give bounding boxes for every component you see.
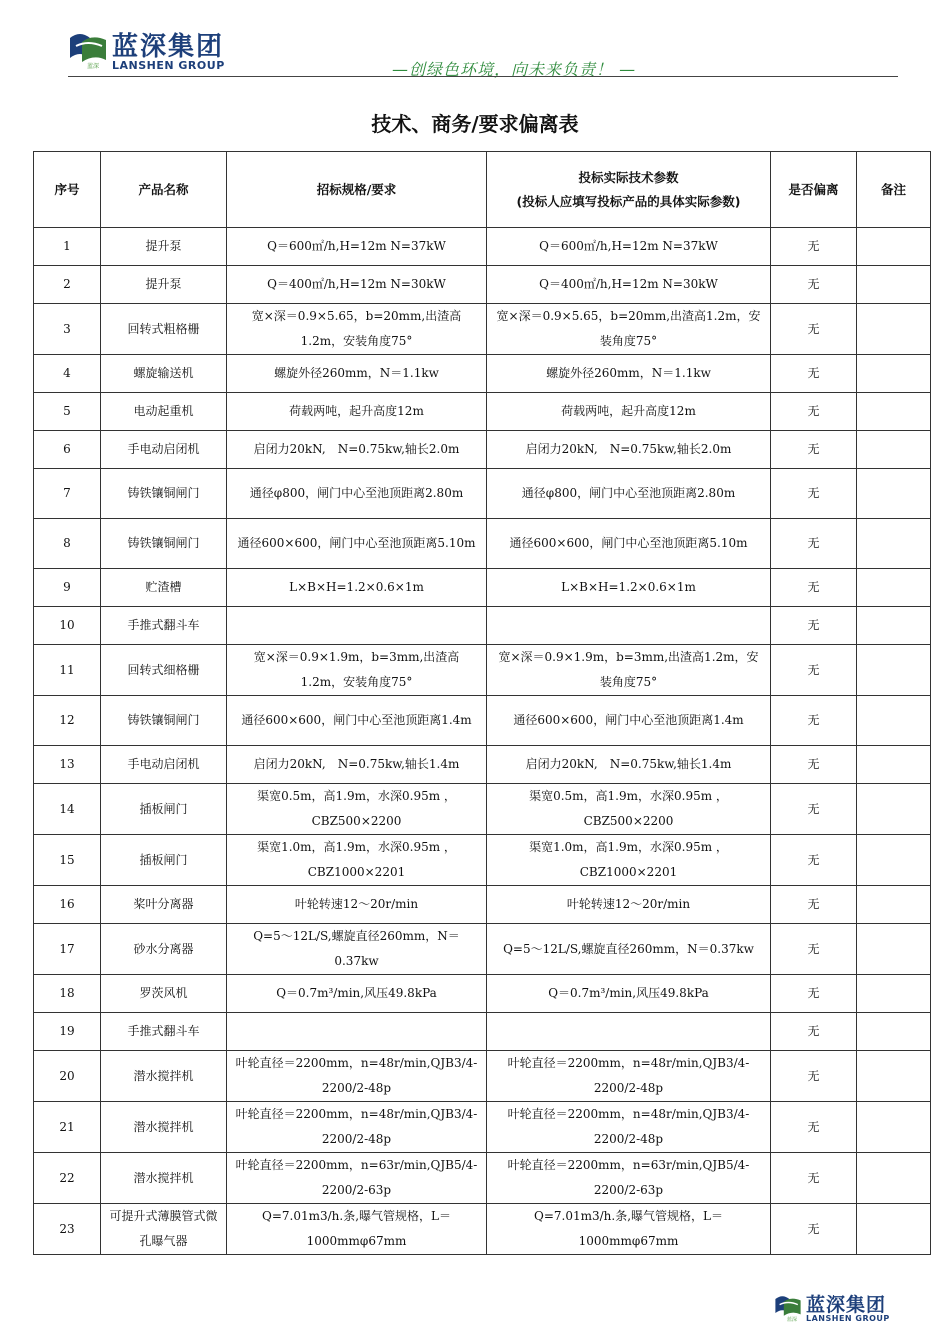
product-name: 铸铁镶铜闸门 <box>101 519 227 569</box>
row-number: 6 <box>34 431 101 469</box>
table-row <box>34 393 931 431</box>
remark <box>857 266 931 304</box>
row-number: 23 <box>34 1204 101 1255</box>
row-number: 7 <box>34 469 101 519</box>
footer-logo-chinese-name: 蓝深集团 <box>806 1294 887 1316</box>
remark <box>857 975 931 1013</box>
table-row <box>34 1102 931 1153</box>
table-row <box>34 975 931 1013</box>
actual-spec <box>487 1013 771 1051</box>
slogan: —创绿色环境，向未来负责！ — <box>392 60 637 79</box>
actual-spec: 宽×深＝0.9×5.65，b=20mm,出渣高1.2m，安装角度75° <box>487 304 771 355</box>
deviation-status: 无 <box>771 431 857 469</box>
row-number: 20 <box>34 1051 101 1102</box>
row-number: 12 <box>34 696 101 746</box>
table-row <box>34 1051 931 1102</box>
deviation-status: 无 <box>771 975 857 1013</box>
actual-spec: 叶轮转速12～20r/min <box>487 886 771 924</box>
tender-spec: 渠宽0.5m，高1.9m，水深0.95m ，CBZ500×2200 <box>227 784 487 835</box>
deviation-table <box>33 151 931 1255</box>
row-number: 10 <box>34 607 101 645</box>
remark <box>857 1102 931 1153</box>
product-name: 提升泵 <box>101 266 227 304</box>
header-actual-line1: 投标实际技术参数 <box>578 169 679 185</box>
logo-chinese-name: 蓝深集团 <box>112 32 225 62</box>
row-number: 13 <box>34 746 101 784</box>
actual-spec: 叶轮直径＝2200mm，n=63r/min,QJB5/4-2200/2-63p <box>487 1153 771 1204</box>
actual-spec: L×B×H=1.2×0.6×1m <box>487 569 771 607</box>
tender-spec: Q=5～12L/S,螺旋直径260mm，N＝0.37kw <box>227 924 487 975</box>
tender-spec: 荷载两吨，起升高度12m <box>227 393 487 431</box>
table-row <box>34 645 931 696</box>
actual-spec: 通径600×600，闸门中心至池顶距离5.10m <box>487 519 771 569</box>
row-number: 5 <box>34 393 101 431</box>
header-deviation: 是否偏离 <box>771 152 857 228</box>
deviation-status: 无 <box>771 746 857 784</box>
header-no: 序号 <box>34 152 101 228</box>
logo-english-name: LANSHEN GROUP <box>112 59 225 72</box>
tender-spec: Q＝400㎡/h,H=12m N=30kW <box>227 266 487 304</box>
deviation-status: 无 <box>771 924 857 975</box>
deviation-status: 无 <box>771 1204 857 1255</box>
remark <box>857 355 931 393</box>
table-row <box>34 696 931 746</box>
table-row <box>34 607 931 645</box>
product-name: 罗茨风机 <box>101 975 227 1013</box>
table-row <box>34 746 931 784</box>
remark <box>857 1013 931 1051</box>
tender-spec: 螺旋外径260mm，N＝1.1kw <box>227 355 487 393</box>
footer-logo <box>774 1290 904 1324</box>
tender-spec: Q＝600㎡/h,H=12m N=37kW <box>227 228 487 266</box>
remark <box>857 431 931 469</box>
footer-logo-english-name: LANSHEN GROUP <box>806 1314 890 1323</box>
tender-spec: 叶轮直径＝2200mm，n=48r/min,QJB3/4-2200/2-48p <box>227 1102 487 1153</box>
actual-spec: Q＝600㎡/h,H=12m N=37kW <box>487 228 771 266</box>
header-spec: 招标规格/要求 <box>227 152 487 228</box>
table-row <box>34 835 931 886</box>
product-name: 手推式翻斗车 <box>101 1013 227 1051</box>
tender-spec: 启闭力20kN, N=0.75kw,轴长2.0m <box>227 431 487 469</box>
table-row <box>34 519 931 569</box>
remark <box>857 784 931 835</box>
tender-spec: 渠宽1.0m，高1.9m，水深0.95m ，CBZ1000×2201 <box>227 835 487 886</box>
remark <box>857 835 931 886</box>
actual-spec: Q＝400㎡/h,H=12m N=30kW <box>487 266 771 304</box>
product-name: 可提升式薄膜管式微孔曝气器 <box>101 1204 227 1255</box>
deviation-status: 无 <box>771 1102 857 1153</box>
logo-small-text: 蓝深 <box>87 63 100 70</box>
actual-spec: 启闭力20kN, N=0.75kw,轴长1.4m <box>487 746 771 784</box>
deviation-status: 无 <box>771 355 857 393</box>
deviation-status: 无 <box>771 696 857 746</box>
product-name: 插板闸门 <box>101 784 227 835</box>
deviation-status: 无 <box>771 1051 857 1102</box>
table-row <box>34 569 931 607</box>
remark <box>857 393 931 431</box>
tender-spec: L×B×H=1.2×0.6×1m <box>227 569 487 607</box>
deviation-status: 无 <box>771 886 857 924</box>
remark <box>857 886 931 924</box>
table-header-row <box>34 152 931 228</box>
actual-spec: Q=7.01m3/h.条,曝气管规格，L＝1000mmφ67mm <box>487 1204 771 1255</box>
row-number: 4 <box>34 355 101 393</box>
deviation-status: 无 <box>771 266 857 304</box>
tender-spec: 启闭力20kN, N=0.75kw,轴长1.4m <box>227 746 487 784</box>
header-remark: 备注 <box>857 152 931 228</box>
header-actual-line2: (投标人应填写投标产品的具体实际参数) <box>516 193 741 209</box>
table-row <box>34 469 931 519</box>
tender-spec <box>227 1013 487 1051</box>
remark <box>857 696 931 746</box>
product-name: 电动起重机 <box>101 393 227 431</box>
table-row <box>34 266 931 304</box>
table-row <box>34 1013 931 1051</box>
tender-spec: 叶轮转速12～20r/min <box>227 886 487 924</box>
actual-spec: 宽×深＝0.9×1.9m，b=3mm,出渣高1.2m，安装角度75° <box>487 645 771 696</box>
table-row <box>34 228 931 266</box>
header-divider <box>68 76 898 77</box>
row-number: 19 <box>34 1013 101 1051</box>
product-name: 手电动启闭机 <box>101 431 227 469</box>
tender-spec: 通径600×600，闸门中心至池顶距离5.10m <box>227 519 487 569</box>
actual-spec: 荷载两吨，起升高度12m <box>487 393 771 431</box>
actual-spec: 启闭力20kN, N=0.75kw,轴长2.0m <box>487 431 771 469</box>
page-title: 技术、商务/要求偏离表 <box>371 112 579 136</box>
product-name: 插板闸门 <box>101 835 227 886</box>
page-header <box>0 0 950 80</box>
tender-spec: 通径600×600，闸门中心至池顶距离1.4m <box>227 696 487 746</box>
actual-spec: Q=5～12L/S,螺旋直径260mm，N＝0.37kw <box>487 924 771 975</box>
table-row <box>34 304 931 355</box>
remark <box>857 304 931 355</box>
product-name: 螺旋输送机 <box>101 355 227 393</box>
header-actual <box>487 152 771 228</box>
table-row <box>34 355 931 393</box>
product-name: 回转式粗格栅 <box>101 304 227 355</box>
deviation-status: 无 <box>771 469 857 519</box>
deviation-status: 无 <box>771 304 857 355</box>
product-name: 桨叶分离器 <box>101 886 227 924</box>
row-number: 2 <box>34 266 101 304</box>
deviation-status: 无 <box>771 228 857 266</box>
deviation-status: 无 <box>771 645 857 696</box>
deviation-status: 无 <box>771 569 857 607</box>
deviation-status: 无 <box>771 835 857 886</box>
row-number: 9 <box>34 569 101 607</box>
tender-spec: 叶轮直径＝2200mm，n=63r/min,QJB5/4-2200/2-63p <box>227 1153 487 1204</box>
tender-spec: 叶轮直径＝2200mm，n=48r/min,QJB3/4-2200/2-48p <box>227 1051 487 1102</box>
table-row <box>34 1204 931 1255</box>
actual-spec: Q＝0.7m³/min,风压49.8kPa <box>487 975 771 1013</box>
row-number: 15 <box>34 835 101 886</box>
company-logo <box>68 26 248 74</box>
product-name: 手电动启闭机 <box>101 746 227 784</box>
table-row <box>34 1153 931 1204</box>
table-row <box>34 784 931 835</box>
remark <box>857 924 931 975</box>
row-number: 21 <box>34 1102 101 1153</box>
remark <box>857 228 931 266</box>
row-number: 11 <box>34 645 101 696</box>
footer-logo-small-text: 蓝深 <box>787 1317 798 1323</box>
header-name: 产品名称 <box>101 152 227 228</box>
tender-spec: 通径φ800，闸门中心至池顶距离2.80m <box>227 469 487 519</box>
tender-spec: Q=7.01m3/h.条,曝气管规格，L＝1000mmφ67mm <box>227 1204 487 1255</box>
tender-spec: Q＝0.7m³/min,风压49.8kPa <box>227 975 487 1013</box>
product-name: 潜水搅拌机 <box>101 1051 227 1102</box>
actual-spec: 通径φ800，闸门中心至池顶距离2.80m <box>487 469 771 519</box>
remark <box>857 519 931 569</box>
remark <box>857 1051 931 1102</box>
product-name: 潜水搅拌机 <box>101 1102 227 1153</box>
remark <box>857 645 931 696</box>
deviation-status: 无 <box>771 607 857 645</box>
remark <box>857 1204 931 1255</box>
product-name: 贮渣槽 <box>101 569 227 607</box>
product-name: 手推式翻斗车 <box>101 607 227 645</box>
actual-spec: 通径600×600，闸门中心至池顶距离1.4m <box>487 696 771 746</box>
remark <box>857 569 931 607</box>
product-name: 提升泵 <box>101 228 227 266</box>
actual-spec: 螺旋外径260mm，N＝1.1kw <box>487 355 771 393</box>
actual-spec: 渠宽1.0m，高1.9m，水深0.95m ，CBZ1000×2201 <box>487 835 771 886</box>
actual-spec <box>487 607 771 645</box>
deviation-status: 无 <box>771 1013 857 1051</box>
product-name: 潜水搅拌机 <box>101 1153 227 1204</box>
tender-spec <box>227 607 487 645</box>
actual-spec: 渠宽0.5m，高1.9m，水深0.95m ，CBZ500×2200 <box>487 784 771 835</box>
product-name: 砂水分离器 <box>101 924 227 975</box>
row-number: 17 <box>34 924 101 975</box>
product-name: 铸铁镶铜闸门 <box>101 696 227 746</box>
deviation-status: 无 <box>771 519 857 569</box>
table-body <box>34 228 931 1255</box>
row-number: 14 <box>34 784 101 835</box>
actual-spec: 叶轮直径＝2200mm，n=48r/min,QJB3/4-2200/2-48p <box>487 1102 771 1153</box>
row-number: 3 <box>34 304 101 355</box>
deviation-status: 无 <box>771 784 857 835</box>
deviation-status: 无 <box>771 393 857 431</box>
remark <box>857 1153 931 1204</box>
actual-spec: 叶轮直径＝2200mm，n=48r/min,QJB3/4-2200/2-48p <box>487 1051 771 1102</box>
table-row <box>34 431 931 469</box>
tender-spec: 宽×深＝0.9×5.65，b=20mm,出渣高1.2m，安装角度75° <box>227 304 487 355</box>
row-number: 1 <box>34 228 101 266</box>
product-name: 铸铁镶铜闸门 <box>101 469 227 519</box>
table-row <box>34 886 931 924</box>
table-row <box>34 924 931 975</box>
tender-spec: 宽×深＝0.9×1.9m，b=3mm,出渣高1.2m，安装角度75° <box>227 645 487 696</box>
remark <box>857 607 931 645</box>
row-number: 16 <box>34 886 101 924</box>
remark <box>857 469 931 519</box>
row-number: 18 <box>34 975 101 1013</box>
remark <box>857 746 931 784</box>
row-number: 8 <box>34 519 101 569</box>
deviation-status: 无 <box>771 1153 857 1204</box>
product-name: 回转式细格栅 <box>101 645 227 696</box>
row-number: 22 <box>34 1153 101 1204</box>
